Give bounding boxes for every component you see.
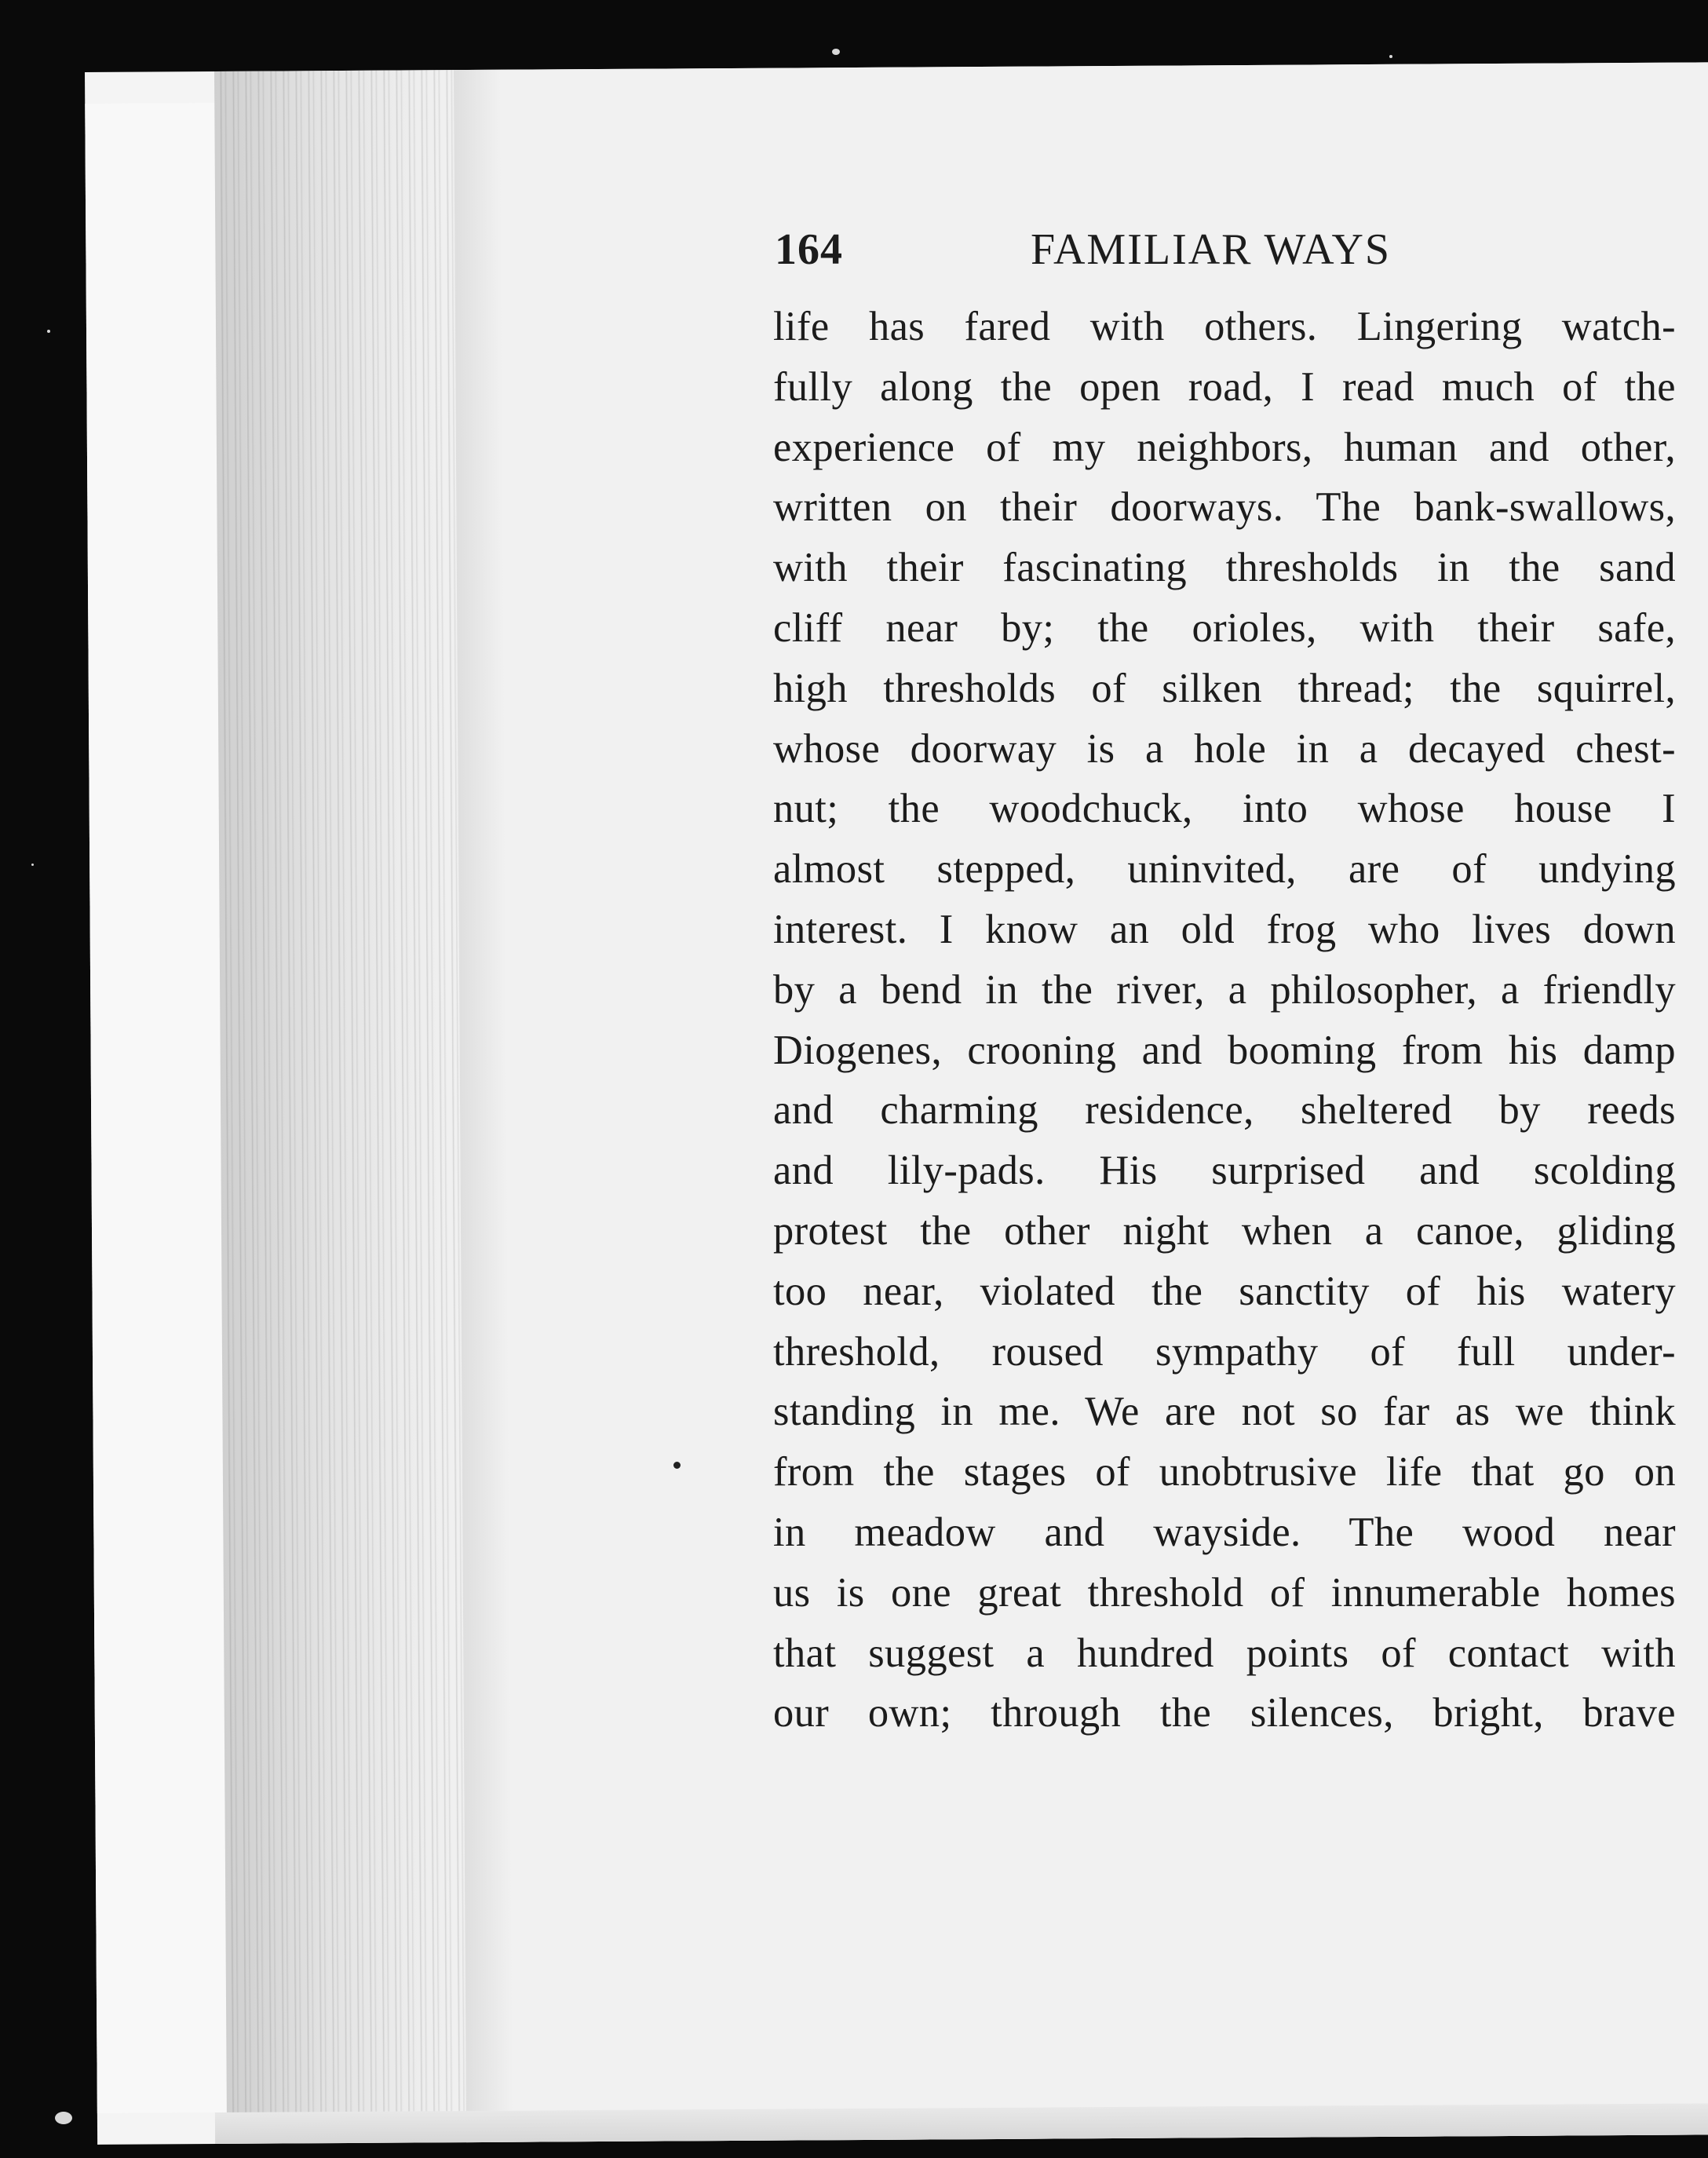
dust-speck (31, 864, 34, 866)
text-line: from the stages of unobtrusive life that go on (773, 1449, 1676, 1495)
text-line: high thresholds of silken thread; the squirrel, (773, 665, 1676, 711)
text-line: written on their doorways. The bank-swallows, (773, 484, 1676, 531)
text-line: cliff near by; the orioles, with their safe, (773, 604, 1676, 651)
dust-speck (832, 49, 840, 55)
text-line: interest. I know an old frog who lives down (773, 906, 1676, 952)
page-stack-edges (214, 70, 470, 2120)
text-line: our own; through the silences, bright, brave (773, 1690, 1676, 1736)
dust-speck (1389, 55, 1392, 58)
text-line: too near, violated the sanctity of his watery (773, 1268, 1676, 1314)
running-title: FAMILIAR WAYS (1031, 225, 1392, 274)
text-line: us is one great threshold of innumerable homes (773, 1569, 1676, 1616)
text-line: experience of my neighbors, human and other, (773, 424, 1676, 470)
ink-dot (673, 1462, 681, 1469)
text-line: in meadow and wayside. The wood near (773, 1509, 1676, 1555)
text-line: protest the other night when a canoe, gliding (773, 1207, 1676, 1254)
text-line: and charming residence, sheltered by reeds (773, 1087, 1676, 1134)
dust-speck (47, 330, 50, 333)
text-line: and lily-pads. His surprised and scolding (773, 1148, 1676, 1194)
page-margin-left (85, 103, 231, 2113)
dust-speck (55, 2112, 72, 2124)
text-line: life has fared with others. Lingering watch- (773, 304, 1676, 349)
text-line: threshold, roused sympathy of full under- (773, 1328, 1676, 1375)
text-line: whose doorway is a hole in a decayed chest- (773, 725, 1676, 772)
text-block (773, 218, 1676, 1744)
text-line: fully along the open road, I read much of the (773, 363, 1676, 410)
text-line: by a bend in the river, a philosopher, a friendly (773, 966, 1676, 1013)
text-line: standing in me. We are not so far as we think (773, 1389, 1676, 1435)
page-number: 164 (775, 225, 843, 274)
text-line: with their fascinating thresholds in the sand (773, 545, 1676, 591)
body-text (773, 297, 1676, 1744)
text-line: Diogenes, crooning and booming from his damp (773, 1027, 1676, 1073)
text-line: that suggest a hundred points of contact with (773, 1630, 1676, 1676)
running-head (773, 218, 1676, 281)
text-line: almost stepped, uninvited, are of undying (773, 846, 1676, 893)
text-line: nut; the woodchuck, into whose house I (773, 786, 1676, 832)
